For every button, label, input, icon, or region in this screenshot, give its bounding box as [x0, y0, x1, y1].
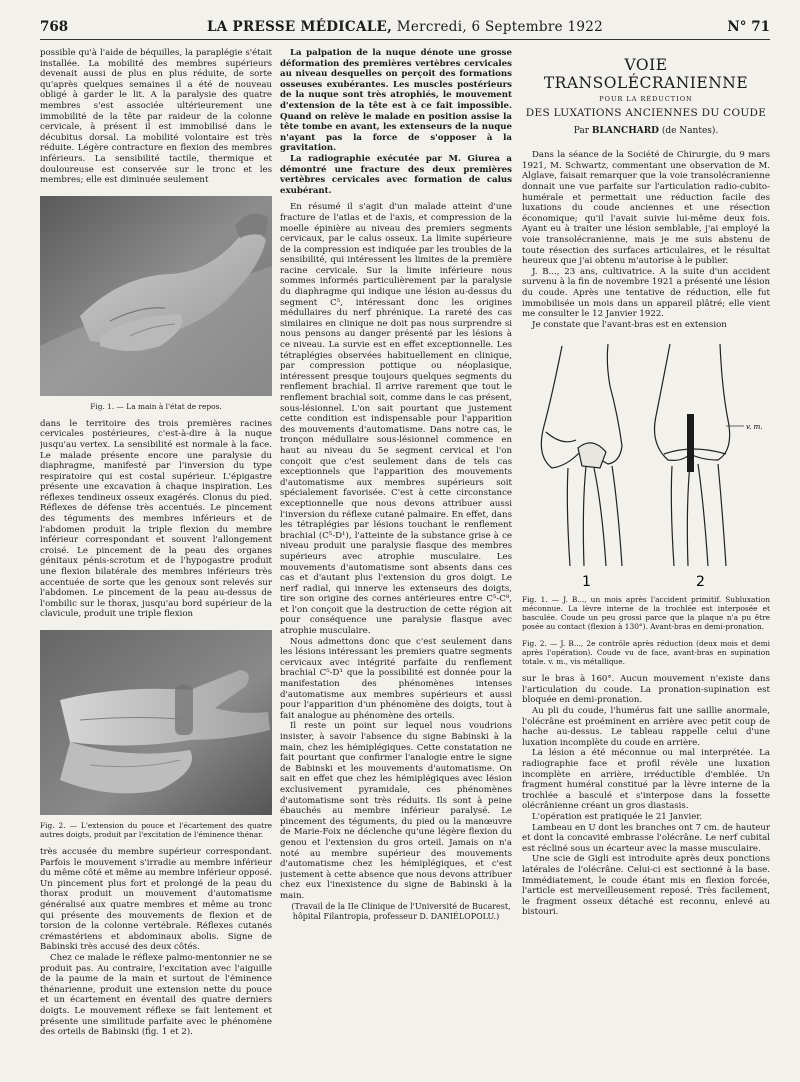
column-3 [522, 48, 770, 1068]
figure-hand-extension [40, 630, 272, 815]
author-prefix: Par [573, 125, 590, 136]
paragraph: Une scie de Gigli est introduite après deux ponctions latérales de l'olécrâne. Celui-ci est sectionné à la base. Immédiatement, le coude étant mis en flexion forcée, l'article est merveilleusement reposé. Très facilement, le fragment osseux détaché est reconnu, enlevé au bistouri. [522, 854, 770, 918]
figure-hand-rest [40, 196, 272, 396]
journal-title [40, 19, 770, 35]
figure-1-caption: Fig. 1. — La main à l'état de repos. [90, 401, 222, 411]
paragraph: Nous admettons donc que c'est seulement dans les lésions intéressant les premiers quatre segments cervicaux avec intégrité parfaite du renflement brachial C⁵-D¹ que la possibilité est donnée pour la manifestation des phénomènes intenses d'automatisme aux membres supérieurs et aussi pour l'apparition d'un phénomène des doigts, tout à fait analogue au phénomène des orteils. [280, 636, 512, 721]
figure-2-caption: Fig. 2. — L'extension du pouce et l'écartement des quatre autres doigts, produit par l'excitation de l'éminence thénar. [40, 821, 272, 839]
article-credit: (Travail de la IIe Clinique de l'Université de Bucarest, hôpital Filantropia, professeur D. DANIÉLOPOLU.) [291, 901, 511, 921]
article-subtitle: DES LUXATIONS ANCIENNES DU COUDE [525, 106, 767, 119]
page-number: 768 [40, 19, 69, 35]
elbow-diagram [522, 336, 770, 591]
paragraph: La palpation de la nuque dénote une grosse déformation des premières vertèbres cervicales au niveau desquelles on perçoit des formations osseuses exubérantes. Les muscles postérieurs de la nuque sont très atrophiés, le mouvement d'extension de la tête est à ce fait impossible. Quand on relève le malade en position assise la tête tombe en avant, les extenseurs de la nuque n'ayant pas la force de s'opposer à la gravitation. [280, 48, 512, 154]
paragraph: Il reste un point sur lequel nous voudrions insister, à savoir l'absence du signe Babinski à la main, chez les hémiplégiques. Cette constatation ne fait pourtant que confirmer l'analogie entre le signe de Babinski et les mouvements d'automatisme. On sait en effet que chez les hémiplégiques avec lésion exclusivement pyramidale, ces phénomènes d'automatisme sont très réduits. Ils sont à peine ébauchés au membre inférieur paralysé. Le pincement des téguments, du pied ou la manœuvre de Marie-Foix ne déclenche qu'une légère flexion du genou et l'extension du gros orteil. Jamais on n'a noté au membre supérieur des mouvements d'automatisme chez les hémiplégiques, et c'est justement à cette absence que nous devons attribuer chez eux l'inexistence du signe de Babinski à la main. [280, 721, 512, 901]
metal-screw-shape [687, 414, 694, 472]
issue-number: N° 71 [727, 19, 770, 35]
journal-name: LA PRESSE MÉDICALE, [206, 19, 393, 35]
article-title-small: POUR LA RÉDUCTION [599, 95, 693, 103]
paragraph: En résumé il s'agit d'un malade atteint d'une fracture de l'atlas et de l'axis, et compression de la moelle épinière au niveau des premiers segments cervicaux, par le calus osseux. La limite supérieure de la compression est indiquée par les troubles de la sensibilité, qui intéressent les limites de la première racine cervicale. Sur la limite inférieure nous sommes informés particulièrement par la paralysie du diaphragme qui indique une lésion au-dessus du segment C⁵, intéressant donc les origines médullaires du nerf phrénique. La rareté des cas similaires en clinique ne doit pas nous surprendre si nous pensons au danger présenté par les lésions à ce niveau. La survie est en effet exceptionnelle. Les tétraplégies observées habituellement en clinique, par compression pottique ou néoplasique, intéressent presque toujours quelques segments du renflement brachial. Il arrive rarement que tout le renflement brachial soit, comme dans le cas présent, sous-lésionnel. L'on sait pourtant que justement cette condition est indispensable pour l'apparition des mouvements d'automatisme. Dans notre cas, le tronçon médullaire sous-lésionnel commence en haut au niveau du 5e segment cervical et l'on conçoit que c'est seulement dans de tels cas exceptionnels que l'apparition des mouvements d'automatisme aux membres supérieurs soit spécialement favorisée. C'est à cette circonstance exceptionnelle que nous devons attribuer aussi l'inversion du réflexe cutané palmaire. En effet, dans les tétraplégies par lésions touchant le renflement brachial (C⁵-D¹), l'atteinte de la substance grise à ce niveau produit une paralysie flasque des membres supérieurs avec atrophie musculaire. Les mouvements d'automatisme sont absents dans ces cas et d'autant plus l'extension du gros doigt. Le nerf radial, qui innerve les extenseurs des doigts, tire son origine des cornes antérieures entre C⁵-C⁸, et l'on conçoit que la destruction de cette région ait pour conséquence une paralysie flasque avec atrophie musculaire. [280, 202, 512, 637]
article-title: VOIE TRANSOLÉCRANIENNE [543, 56, 749, 92]
paragraph: La radiographie exécutée par M. Giurea a démontré une fracture des deux premières vertèbres cervicales avec formation de calus exubérant. [280, 153, 512, 196]
paragraph: possible qu'à l'aide de béquilles, la paraplégie s'était installée. La mobilité des membres supérieurs devenait aussi de plus en plus réduite, de sorte qu'après quelques semaines il a été de nouveau obligé à garder le lit. A la paralysie des quatre membres s'est associée ultérieurement une immobilité de la tête par raideur de la colonne cervicale, à présent il est immobilisé dans le décubitus dorsal. La mobilité volontaire est très réduite. Légère contracture en flexion des membres inférieurs. La sensibilité tactile, thermique et douloureuse est conservée sur le tronc et les membres; elle est diminuée seulement [40, 48, 272, 186]
column-2 [280, 48, 512, 1068]
author-name: BLANCHARD [591, 125, 659, 136]
paragraph: dans le territoire des trois premières racines cervicales postérieures, c'est-à-dire à la nuque jusqu'au vertex. La sensibilité est normale à la face. Le malade présente encore une paralysie du diaphragme, manifesté par l'inversion du type respiratoire qui est costal supérieur. L'épigastre présente une excavation à chaque inspiration. Les réflexes tendineux osseux exagérés. Clonus du pied. Réflexes de défense très accentués. Le pincement des téguments des membres inférieurs et de l'abdomen produit la triple flexion du membre inférieur correspondant et souvent l'allongement croisé. Le pincement de la peau des organes génitaux pénis-scrotum et de l'hypogastre produit une flexion bilatérale des membres inférieurs très accentuée de sorte que les genoux sont relevés sur l'abdomen. Le pincement de la peau au-dessus de l'ombilic sur le thorax, jusqu'au bord supérieur de la clavicule, produit une triple flexion [40, 418, 272, 620]
paragraph: Je constate que l'avant-bras est en extension [532, 319, 727, 330]
paragraph: La lésion a été méconnue ou mal interprétée. La radiographie face et profil révèle une luxation incomplète en arrière, irréductible d'emblée. Un fragment huméral constitué par la lèvre interne de la trochlée a basculé et s'interpose dans la fossette olécrânienne créant un gros diastasis. [522, 748, 770, 812]
paragraph: très accusée du membre supérieur correspondant. Parfois le mouvement s'irradie au membre inférieur du même côté et même au membre inférieur opposé. Un pincement plus fort et prolongé de la peau du thorax produit un mouvement d'automatisme généralisé aux quatre membres et même au tronc qui présente des mouvements de flexion et de torsion de la colonne vertébrale. Réflexes cutanés crémastériens et abdominaux abolis. Signe de Babinski très accusé des deux côtés. [40, 847, 272, 953]
article-author [522, 126, 770, 137]
paragraph: Au pli du coude, l'humérus fait une saillie anormale, l'olécrâne est proéminent en arrière avec petit coup de hache au-dessus. Le tableau rappelle celui d'une luxation incomplète du coude en arrière. [522, 706, 770, 748]
page-header [40, 18, 770, 40]
hand-rest-photo [40, 196, 272, 396]
figure-2-caption: Fig. 2. — J. B..., 2e contrôle après réduction (deux mois et demi après l'opération). Coude vu de face, avant-bras en supination totale. v. m., vis métallique. [522, 639, 770, 667]
paragraph: sur le bras à 160°. Aucun mouvement n'existe dans l'articulation du coude. La pronation-supination est bloquée en demi-pronation. [522, 674, 770, 706]
hand-extension-photo [40, 630, 272, 815]
drawing-2-label: 2 [696, 574, 705, 591]
paragraph: Dans la séance de la Société de Chirurgie, du 9 mars 1921, M. Schwartz, commentant une observation de M. Alglave, faisait remarquer que la voie transolécranienne donnait une vue parfaite sur l'articulation radio-cubito-humérale et permettait une réduction facile des luxations du coude anciennes et une résection économique; qu'il l'avait suivie lui-même deux fois. Ayant eu à traiter une lésion semblable, j'ai employé la voie transolécranienne, mais je me suis abstenu de toute résection des surfaces articulaires, et le résultat heureux que j'ai obtenu m'autorise à le publier. [522, 150, 770, 267]
column-1 [40, 48, 272, 1068]
screw-label: v. m. [746, 423, 763, 432]
paragraph: L'opération est pratiquée le 21 Janvier. [532, 812, 703, 822]
drawing-1-label: 1 [582, 574, 591, 591]
paragraph: Lambeau en U dont les branches ont 7 cm. de hauteur et dont la concavité embrasse l'olécrâne. Le nerf cubital est récliné sous un écarteur avec la masse musculaire. [522, 822, 770, 854]
author-suffix: (de Nantes). [661, 125, 719, 136]
figure-1-caption: Fig. 1. — J. B..., un mois après l'accident primitif. Subluxation méconnue. La lèvre interne de la trochlée est interposée et basculée. Coude un peu grossi parce que la plaque n'a pu être posée au contact (flexion à 130°). Avant-bras en demi-pronation. [522, 595, 770, 632]
elbow-radiograph-drawing [522, 336, 770, 591]
paragraph: J. B..., 23 ans, cultivatrice. A la suite d'un accident survenu à la fin de novembre 1921 a présenté une lésion du coude. Après une tentative de réduction, elle fut immobilisée un mois dans un appareil plâtré; elle vient me consulter le 12 Janvier 1922. [522, 266, 770, 320]
issue-date: Mercredi, 6 Septembre 1922 [396, 19, 604, 35]
paragraph: Chez ce malade le réflexe palmo-mentonnier ne se produit pas. Au contraire, l'excitation avec l'aiguille de la paume de la main et surtout de l'éminence thénarienne, produit une extension nette du pouce et un écartement en éventail des quatre derniers doigts. Le mouvement réflexe se fait lentement et présente une similitude parfaite avec le phénomène des orteils de Babinski (fig. 1 et 2). [40, 952, 272, 1038]
